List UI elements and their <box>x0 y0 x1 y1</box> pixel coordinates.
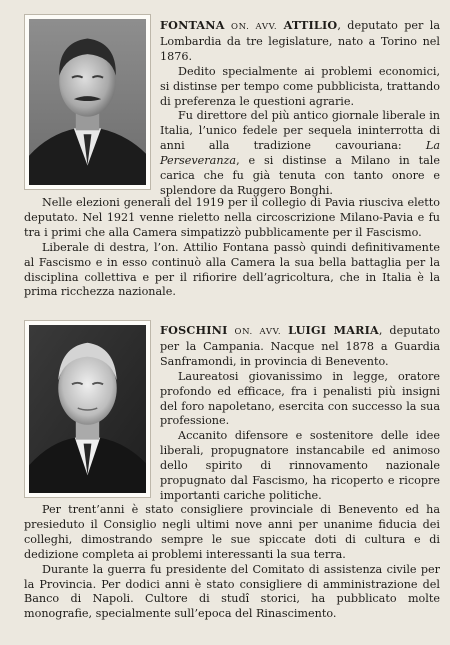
bio-fontana-p3-a: Fu direttore del più antico giornale liberale in Italia, l’unico fedele per sequela ininterrotta di anni alla tradizione cavouriana: <box>160 109 440 153</box>
bio-foschini-paragraph-3: Accanito difensore e sostenitore delle idee liberali, propugnatore instancabile ed animoso dello spirito di rinnovamento nazionale propugnato dal Fascismo, ha ricoperto e ricopre importanti cariche politiche. <box>160 429 440 502</box>
bio-foschini-bottom <box>24 503 440 622</box>
bio-fontana-top <box>160 18 440 199</box>
portrait-foschini-image <box>29 325 146 493</box>
bio-foschini-given-name: LUIGI MARIA <box>288 323 379 337</box>
bio-foschini-intro-text: , deputato per la Campania. Nacque nel 1878 a Guardia Sanframondi, in provincia di Benevento. <box>160 324 440 368</box>
bio-foschini-intro <box>160 323 440 370</box>
bio-fontana-p3-b: , e si distinse a Milano in tale carica che fu già tenuta con tanto onore e splendore da Ruggero Bonghi. <box>160 154 440 197</box>
bio-fontana-paragraph-4: Nelle elezioni generali del 1919 per il collegio di Pavia riusciva eletto deputato. Nel 1921 venne rieletto nella circoscrizione Milano-Pavia e fu tra i primi che alla Camera simpatizzò pubblicamente per il Fascismo. <box>24 196 440 239</box>
bio-fontana-title: ON. AVV. <box>231 22 278 32</box>
bio-fontana-intro <box>160 18 440 65</box>
bio-fontana-bottom <box>24 196 440 300</box>
bio-foschini-surname: FOSCHINI <box>160 323 228 337</box>
bio-fontana-paragraph-5: Liberale di destra, l’on. Attilio Fontana passò quindi definitivamente al Fascismo e in esso continuò alla Camera la sua bella battaglia per la disciplina collettiva e per il rifiorire dell’agricoltura, che in Italia è la prima ricchezza nazionale. <box>24 240 440 299</box>
bio-fontana-paragraph-2: Dedito specialmente ai problemi economici, si distinse per tempo come pubblicista, trattando di preferenza le questioni agrarie. <box>160 64 440 108</box>
bio-foschini-paragraph-4: Per trent’anni è stato consigliere provinciale di Benevento ed ha presieduto il Consiglio negli ultimi nove anni per unanime fiducia dei colleghi, dimostrando sempre le sue spiccate doti di cultura e di dedizione completa ai problemi interessanti la sua terra. <box>24 503 440 561</box>
bio-fontana-newspaper: La Perseveranza <box>160 139 440 168</box>
portrait-fontana-image <box>29 19 146 185</box>
bio-foschini-paragraph-5: Durante la guerra fu presidente del Comitato di assistenza civile per la Provincia. Per dodici anni è stato consigliere di amministrazione del Banco di Napoli. Cultore di studî storici, ha pubblicato molte monografie, specialmente sull’epoca del Rinascimento. <box>24 562 440 621</box>
bio-fontana-intro-text: , deputato per la Lombardia da tre legislature, nato a Torino nel 1876. <box>160 19 441 63</box>
bio-foschini-top <box>160 323 440 504</box>
bio-fontana-paragraph-3 <box>160 109 440 198</box>
portrait-foschini <box>24 320 151 498</box>
bio-foschini-title: ON. AVV. <box>234 327 282 337</box>
bio-foschini-paragraph-2: Laureatosi giovanissimo in legge, oratore profondo ed efficace, fra i penalisti più insigni del foro napoletano, esercita con successo la sua professione. <box>160 369 440 428</box>
portrait-fontana <box>24 14 151 190</box>
bio-fontana-given-name: ATTILIO <box>283 18 338 32</box>
bio-fontana-surname: FONTANA <box>160 18 225 32</box>
